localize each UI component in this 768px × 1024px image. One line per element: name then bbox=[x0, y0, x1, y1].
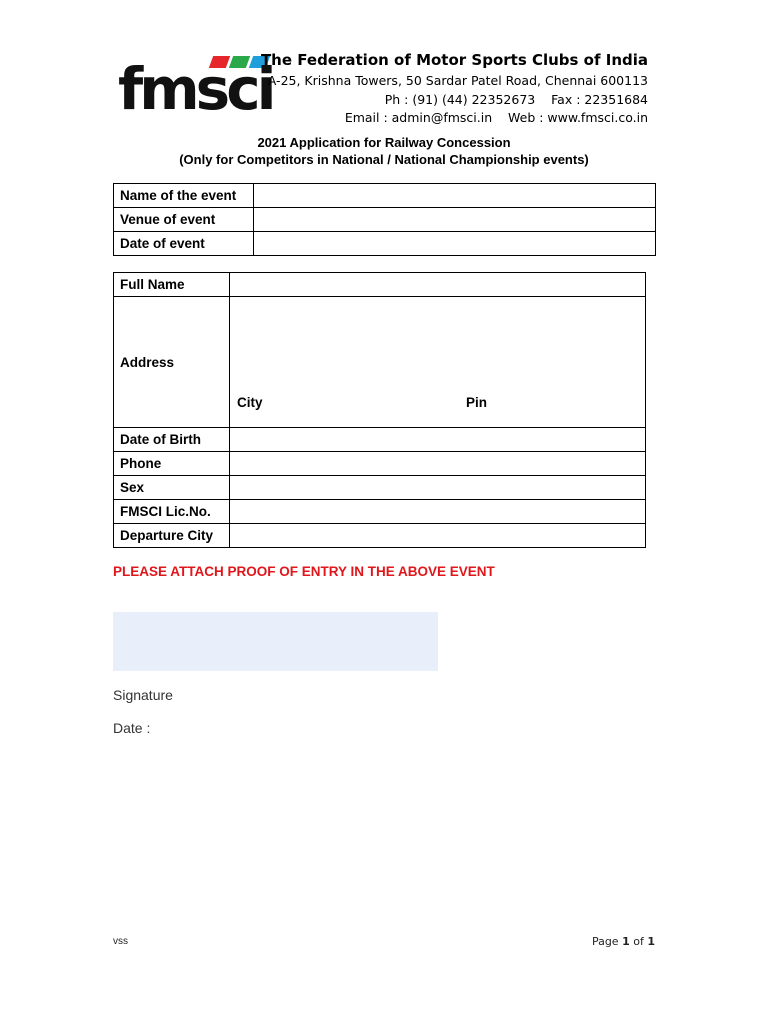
table-row bbox=[114, 208, 656, 232]
fmsci-logo bbox=[118, 55, 273, 123]
table-row bbox=[114, 232, 656, 256]
event-venue-label: Venue of event bbox=[114, 208, 254, 232]
full-name-field[interactable] bbox=[230, 273, 646, 297]
org-address: A-25, Krishna Towers, 50 Sardar Patel Road, Chennai 600113 bbox=[267, 73, 648, 88]
signature-label: Signature bbox=[113, 687, 173, 703]
dob-label: Date of Birth bbox=[114, 428, 230, 452]
table-row bbox=[114, 297, 646, 428]
org-phone-fax: Ph : (91) (44) 22352673 Fax : 22351684 bbox=[384, 92, 648, 107]
event-table bbox=[113, 183, 656, 256]
table-row bbox=[114, 524, 646, 548]
signature-box[interactable] bbox=[113, 612, 438, 671]
sex-label: Sex bbox=[114, 476, 230, 500]
table-row bbox=[114, 452, 646, 476]
license-label: FMSCI Lic.No. bbox=[114, 500, 230, 524]
personal-table bbox=[113, 272, 646, 548]
org-name: The Federation of Motor Sports Clubs of India bbox=[260, 51, 648, 69]
form-title: 2021 Application for Railway Concession bbox=[257, 135, 511, 150]
event-date-label: Date of event bbox=[114, 232, 254, 256]
page-number bbox=[592, 935, 655, 948]
table-row bbox=[114, 428, 646, 452]
page-current: 1 bbox=[622, 935, 630, 948]
city-label: City bbox=[237, 395, 263, 410]
page-total: 1 bbox=[647, 935, 655, 948]
departure-city-field[interactable] bbox=[230, 524, 646, 548]
sex-field[interactable] bbox=[230, 476, 646, 500]
table-row bbox=[114, 184, 656, 208]
page-word: Page bbox=[591, 935, 619, 948]
logo-wordmark: fmsci bbox=[118, 55, 273, 123]
event-name-field[interactable] bbox=[254, 184, 656, 208]
license-field[interactable] bbox=[230, 500, 646, 524]
event-venue-field[interactable] bbox=[254, 208, 656, 232]
footer-initials: vss bbox=[113, 936, 128, 947]
phone-field[interactable] bbox=[230, 452, 646, 476]
full-name-label: Full Name bbox=[114, 273, 230, 297]
dob-field[interactable] bbox=[230, 428, 646, 452]
event-date-field[interactable] bbox=[254, 232, 656, 256]
form-subtitle: (Only for Competitors in National / National Championship events) bbox=[179, 152, 589, 167]
org-email-web: Email : admin@fmsci.in Web : www.fmsci.co.in bbox=[344, 110, 648, 125]
of-word: of bbox=[633, 935, 644, 948]
attach-proof-notice: PLEASE ATTACH PROOF OF ENTRY IN THE ABOVE EVENT bbox=[113, 564, 495, 579]
date-label: Date : bbox=[113, 720, 151, 736]
departure-city-label: Departure City bbox=[114, 524, 230, 548]
table-row bbox=[114, 273, 646, 297]
event-name-label: Name of the event bbox=[114, 184, 254, 208]
address-label: Address bbox=[114, 297, 230, 428]
phone-label: Phone bbox=[114, 452, 230, 476]
table-row bbox=[114, 476, 646, 500]
table-row bbox=[114, 500, 646, 524]
pin-label: Pin bbox=[466, 395, 488, 410]
address-field[interactable] bbox=[230, 297, 646, 428]
